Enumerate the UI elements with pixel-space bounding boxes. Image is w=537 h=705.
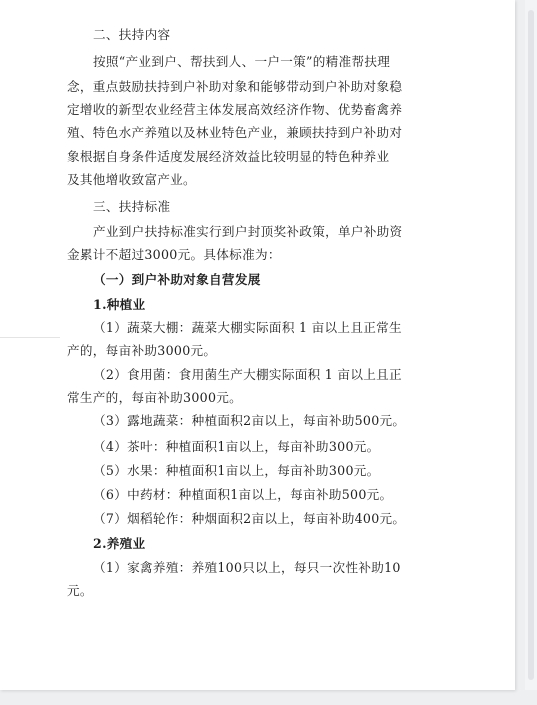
section-heading: （一）到户补助对象自营发展 <box>93 272 261 287</box>
paragraph-line: 产的，每亩补助3000元。 <box>67 343 217 358</box>
paragraph-line: 金累计不超过3000元。具体标准为： <box>67 247 281 262</box>
paragraph-line: （7）烟稻轮作：种烟面积2亩以上，每亩补助400元。 <box>93 511 406 526</box>
paragraph-line: （1）蔬菜大棚：蔬菜大棚实际面积 1 亩以上且正常生 <box>93 320 402 335</box>
paragraph-line: 殖、特色水产养殖以及林业特色产业，兼顾扶持到户补助对 <box>67 125 403 140</box>
margin-line <box>0 337 60 338</box>
paragraph-line: 按照“产业到户、帮扶到人、一户一策”的精准帮扶理 <box>93 54 391 69</box>
paragraph-line: 及其他增收致富产业。 <box>67 172 196 187</box>
paragraph-line: 元。 <box>67 583 93 598</box>
section-heading: 1.种植业 <box>93 297 146 312</box>
paragraph-line: 三、扶持标准 <box>93 199 171 214</box>
paragraph-line: 念，重点鼓励扶持到户补助对象和能够带动到户补助对象稳 <box>67 79 403 94</box>
paragraph-line: （6）中药材：种植面积1亩以上，每亩补助500元。 <box>93 487 393 502</box>
vertical-scrollbar[interactable] <box>525 0 537 690</box>
paragraph-line: 象根据自身条件适度发展经济效益比较明显的特色种养业 <box>67 149 390 164</box>
paragraph-line: （1）家禽养殖：养殖100只以上，每只一次性补助10 <box>93 560 401 575</box>
paragraph-line: 常生产的，每亩补助3000元。 <box>67 390 243 405</box>
section-heading: 2.养殖业 <box>93 536 146 551</box>
scrollbar-thumb[interactable] <box>528 10 534 680</box>
paragraph-line: （3）露地蔬菜：种植面积2亩以上，每亩补助500元。 <box>93 413 406 428</box>
paragraph-line: 产业到户扶持标准实行到户封顶奖补政策，单户补助资 <box>93 224 403 239</box>
paragraph-line: （5）水果：种植面积1亩以上，每亩补助300元。 <box>93 463 380 478</box>
paragraph-line: （2）食用菌：食用菌生产大棚实际面积 1 亩以上且正 <box>93 367 402 382</box>
paragraph-line: 定增收的新型农业经营主体发展高效经济作物、优势畜禽养 <box>67 102 403 117</box>
paragraph-line: （4）茶叶：种植面积1亩以上，每亩补助300元。 <box>93 439 380 454</box>
paragraph-line: 二、扶持内容 <box>93 27 171 42</box>
